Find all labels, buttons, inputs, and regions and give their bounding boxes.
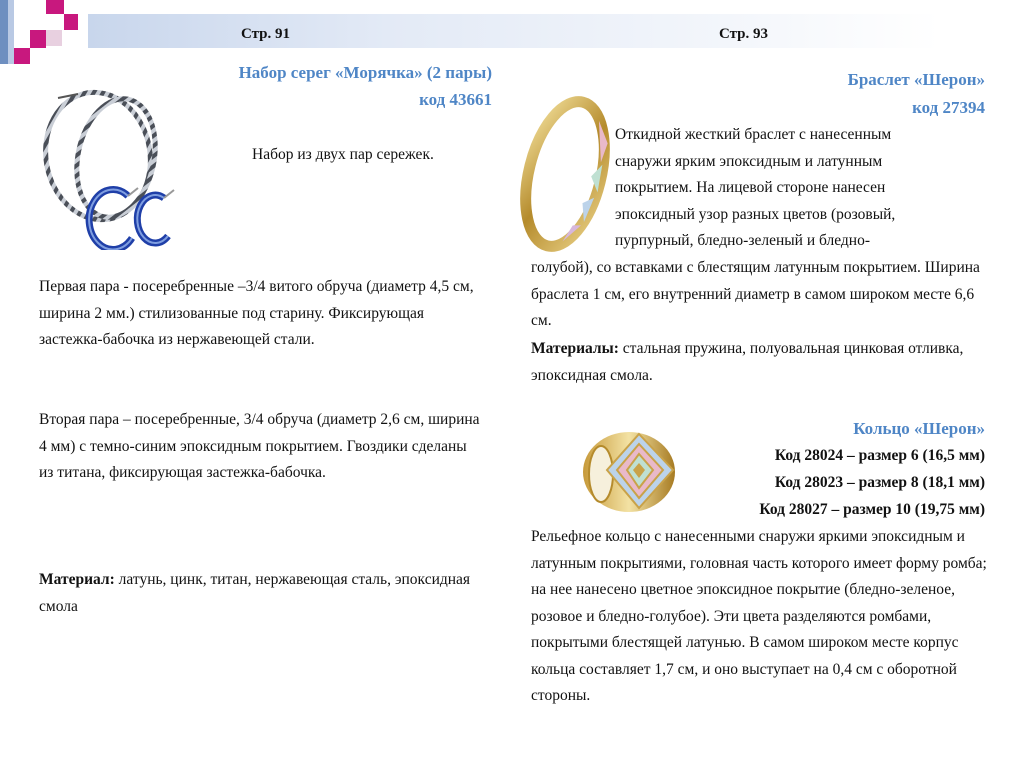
earrings-material-label: Материал: <box>39 571 115 588</box>
bracelet-desc-line: покрытием. На лицевой стороне нанесен <box>615 179 886 196</box>
earrings-pair1: Первая пара - посеребренные –3/4 витого обруча (диаметр 4,5 см, ширина 2 мм.) стилизованные под старину. Фиксирующая застежка-бабочка из нержавеющей стали. <box>39 278 474 348</box>
earrings-material <box>39 567 484 620</box>
bracelet-materials-label: Материалы: <box>531 340 619 357</box>
ring-description: Рельефное кольцо с нанесенными снаружи яркими эпоксидным и латунным покрытиями, головная часть которого имеет форму ромба; на нее нанесено цветное эпоксидное покрытие (бледно-зеленое, розовое и бледно-голубое). Эти цвета разделяются ромбами, покрытыми блестящей латунью. В самом широком месте корпус кольца составляет 1,7 см, и оно выступает на 0,4 см с оборотной стороны. <box>531 528 987 704</box>
page-number-right: Стр. 93 <box>719 26 769 42</box>
bracelet-desc-line: пурпурный, бледно-зеленый и бледно- <box>615 232 871 249</box>
ring-code-size-10: Код 28027 – размер 10 (19,75 мм) <box>759 501 985 518</box>
corner-decoration <box>0 0 90 64</box>
bracelet-desc-rest: голубой), со вставками с блестящим латунным покрытием. Ширина браслета 1 см, его внутренний диаметр в самом широком месте 6,6 см. <box>531 259 980 329</box>
bangle-bracelet-image <box>519 94 611 254</box>
earrings-pair2: Вторая пара – посеребренные, 3/4 обруча (диаметр 2,6 см, ширина 4 мм) с темно-синим эпоксидным покрытием. Гвоздики сделаны из титана, фиксирующая застежка-бабочка. <box>39 411 480 481</box>
earrings-title: Набор серег «Морячка» (2 пары) <box>238 63 492 82</box>
bracelet-desc-line: снаружи ярким эпоксидным и латунным <box>615 152 883 170</box>
page-number-left: Стр. 91 <box>241 26 291 42</box>
bracelet-desc-line: Откидной жесткий браслет с нанесенным <box>615 126 892 143</box>
earrings-summary: Набор из двух пар сережек. <box>252 146 434 163</box>
ring-code-size-6: Код 28024 – размер 6 (16,5 мм) <box>774 447 985 464</box>
bracelet-title: Браслет «Шерон» <box>847 70 985 89</box>
bracelet-materials-value: стальная пружина, полуовальная цинковая отливка, эпоксидная смола. <box>531 340 964 384</box>
bracelet-desc-line: эпоксидный узор разных цветов (розовый, <box>615 205 896 223</box>
earrings-material-value: латунь, цинк, титан, нержавеющая сталь, эпоксидная смола <box>39 571 471 615</box>
ring-title: Кольцо «Шерон» <box>853 419 985 438</box>
bracelet-desc-indented <box>615 122 985 255</box>
header-banner <box>88 14 940 48</box>
bracelet-code: код 27394 <box>912 98 985 117</box>
bracelet-materials <box>531 336 987 389</box>
ring-code-size-8: Код 28023 – размер 8 (18,1 мм) <box>774 474 985 491</box>
earrings-code: код 43661 <box>419 90 492 109</box>
hoop-earrings-image <box>28 88 188 250</box>
